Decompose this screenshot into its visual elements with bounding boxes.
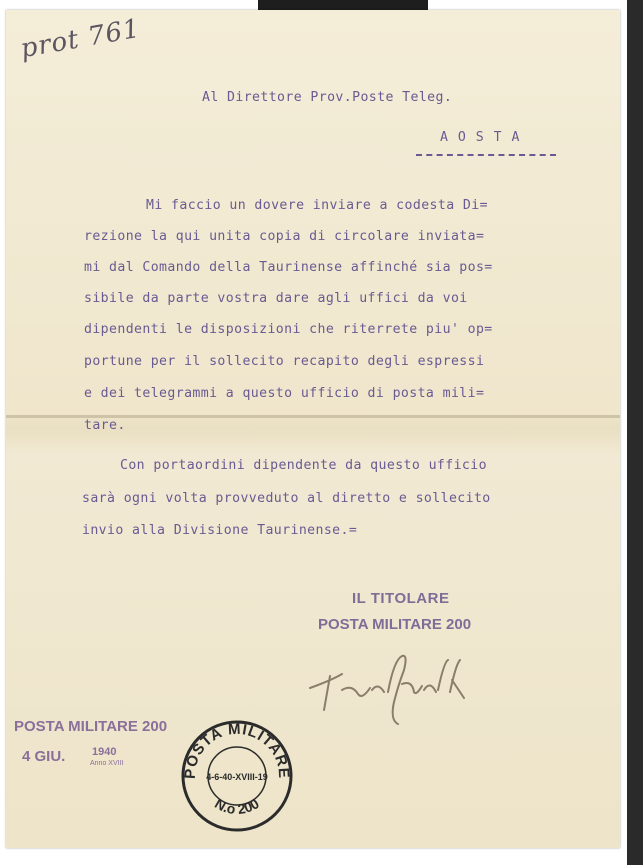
body-line-3: mi dal Comando della Taurinense affinché sia pos= [84,260,493,275]
addressee-line-1: Al Direttore Prov.Poste Teleg. [202,90,453,105]
scanner-strip [258,0,428,10]
body-line-9: Con portaordini dipendente da questo ufficio [120,458,487,473]
body-line-5: dipendenti le disposizioni che riterrete piu' op= [84,322,493,337]
body-line-11: invio alla Divisione Taurinense.= [82,523,358,538]
signature-office-stamp: POSTA MILITARE 200 [318,616,472,633]
addressee-city: A O S T A [440,130,521,145]
postmark-circle [178,717,296,835]
svg-text:POSTA MILITARE [182,721,292,780]
addressee-underline [416,154,556,156]
body-line-7: e dei telegrammi a questo ufficio di posta mili= [84,386,485,401]
postmark-number: N.o 200 [212,795,262,818]
body-line-2: rezione la qui unita copia di circolare inviata= [84,229,485,244]
signature-title-stamp: IL TITOLARE [352,590,450,607]
postmark-stamp [178,717,296,835]
postmark-top-text: POSTA MILITARE [181,720,293,780]
body-line-1: Mi faccio un dovere inviare a codesta Di= [146,198,488,213]
left-office-stamp: POSTA MILITARE 200 [14,718,168,735]
left-stamp-date: 4 GIU. [22,748,66,765]
svg-text:N.o 200 [212,795,262,817]
left-stamp-year: 1940 [92,746,117,758]
body-line-8: tare. [84,418,126,433]
scanner-edge [627,0,643,865]
signature [302,640,472,730]
body-line-4: sibile da parte vostra dare agli uffici da voi [84,291,468,306]
body-line-10: sarà ogni volta provveduto al diretto e sollecito [82,491,491,506]
letter-paper [6,10,620,848]
postmark-center-date: 4-6-40-XVIII-19 [206,772,268,782]
handwritten-protocol-note: prot 761 [18,13,143,65]
left-stamp-anno: Anno XVIII [90,760,124,767]
body-line-6: portune per il sollecito recapito degli espressi [84,354,485,369]
signature-drawing [302,640,472,730]
